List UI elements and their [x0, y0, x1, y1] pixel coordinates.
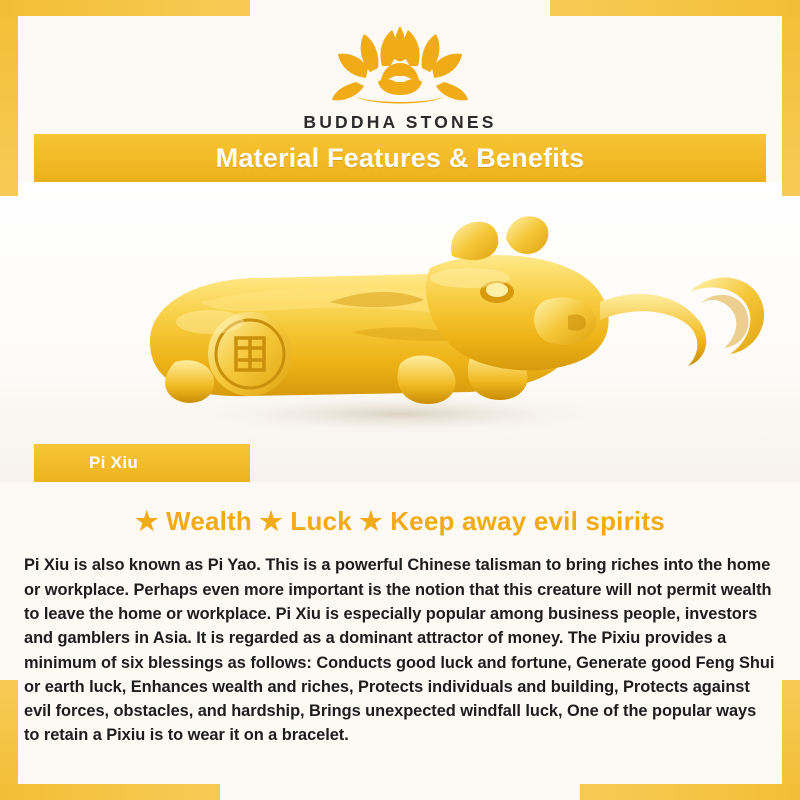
- frame-bottom-left-vertical: [0, 680, 18, 800]
- page-title: Material Features & Benefits: [215, 142, 585, 173]
- frame-top-right-vertical: [782, 0, 800, 196]
- product-caption: Pi Xiu: [89, 453, 139, 472]
- frame-bottom-left-horizontal: [0, 784, 220, 800]
- description-paragraph: Pi Xiu is also known as Pi Yao. This is a powerful Chinese talisman to bring riches into the home or workplace. Perhaps even more important is the notion that this creature will not permit wealth to leave the home or workplace. Pi Xiu is especially popular among business people, investors and gamblers in Asia. It is regarded as a dominant attractor of money. The Pixiu provides a minimum of six blessings as follows: Conducts good luck and fortune, Generate good Feng Shui or earth luck, Enhances wealth and riches, Protects individuals and building, Protects against evil forces, obstacles, and hardship, Brings unexpected windfall luck, One of the popular ways to retain a Pixiu is to wear it on a bracelet.: [24, 556, 775, 745]
- frame-top-left-horizontal: [0, 0, 250, 16]
- frame-top-left-vertical: [0, 0, 18, 196]
- product-image-area: [0, 182, 800, 482]
- content-area: [0, 482, 800, 748]
- benefits-headline: ★ Wealth ★ Luck ★ Keep away evil spirits: [135, 506, 665, 536]
- section-title-band: [34, 134, 766, 182]
- brand-name: BUDDHA STONES: [303, 112, 497, 132]
- brand-header: [0, 0, 800, 130]
- frame-bottom-right-vertical: [782, 680, 800, 800]
- brand-logo: [303, 16, 496, 133]
- frame-top-right-horizontal: [550, 0, 800, 16]
- product-caption-tab: [34, 444, 250, 482]
- golden-pixiu-pendant-image: [0, 182, 800, 482]
- frame-bottom-right-horizontal: [580, 784, 800, 800]
- lotus-meditation-icon: [310, 16, 490, 108]
